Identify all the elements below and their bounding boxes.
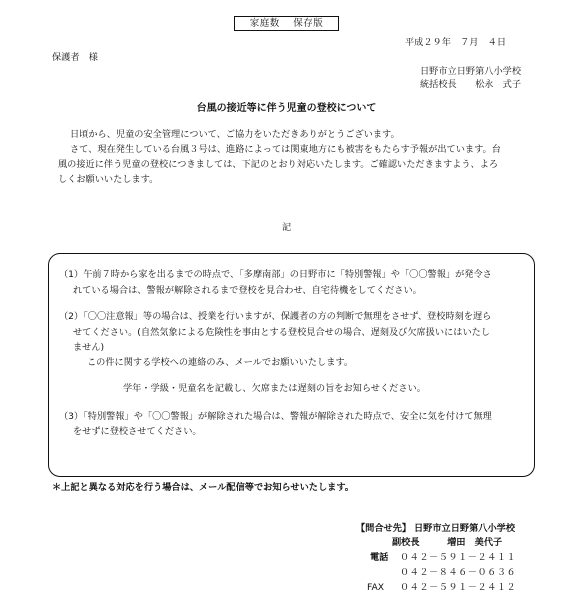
tel-label: 電話: [370, 552, 389, 563]
item-1-line-1: （1）午前７時から家を出るまでの時点で、「多摩南部」の日野市に「特別警報」や「〇〇警報」が発令さ: [59, 269, 492, 280]
issue-date: 平成２９年 ７月 ４日: [405, 37, 507, 48]
item-1-line-2: れている場合は、警報が解除されるまで登校を見合わせ、自宅待機をしてください。: [73, 285, 422, 296]
document-title: 台風の接近等に伴う児童の登校について: [196, 103, 377, 114]
principal-name: 統括校長 松永 式子: [420, 79, 522, 90]
intro-line-3: 風の接近に伴う児童の登校につきましては、下記のとおり対応いたします。ご確認いただきますよう、よろ: [58, 159, 499, 170]
item-2-line-2: せてください。(自然気象による危険性を事由とする登校見合せの場合、遅刻及び欠席扱いにはいたし: [73, 327, 491, 338]
intro-line-2: さて、現在発生している台風３号は、進路によっては関東地方にも被害をもたらす予報が出ています。台: [70, 144, 501, 155]
tel-number-2: ０４２－８４６－０６３６: [400, 567, 517, 578]
contact-school: 日野市立日野第八小学校: [414, 523, 516, 534]
item-2-line-3: ません): [73, 342, 105, 353]
fax-label: FAX: [367, 582, 385, 593]
procedures-box: [48, 253, 535, 477]
item-3-line-2: をせずに登校させてください。: [73, 426, 202, 437]
school-name: 日野市立日野第八小学校: [420, 66, 522, 77]
ki-heading: 記: [282, 222, 292, 233]
item-2-info-note: 学年・学級・児童名を記載し、欠席または遅刻の旨をお知らせください。: [123, 383, 426, 394]
intro-line-1: 日頃から、児童の安全管理について、ご協力をいただきありがとうございます。: [70, 129, 400, 140]
retention-stamp: 家庭数 保存版: [234, 16, 339, 31]
intro-line-4: しくお願いいたします。: [58, 174, 159, 185]
fax-number: ０４２－５９１－２４１２: [400, 582, 517, 593]
footnote: ＊上記と異なる対応を行う場合は、メール配信等でお知らせいたします。: [52, 482, 354, 493]
contact-label: 【問合せ先】: [356, 523, 412, 534]
vice-principal: 副校長 増田 美代子: [392, 537, 503, 548]
item-2-line-1: （2）「〇〇注意報」等の場合は、授業を行いますが、保護者の方の判断で無理をさせず、登校時刻を遅ら: [59, 311, 492, 322]
item-2-contact-note: この件に関する学校への連絡のみ、メールでお願いいたします。: [87, 357, 354, 368]
item-3-line-1: （3）「特別警報」や「〇〇警報」が解除された場合は、警報が解除された時点で、安全に気を付けて無理: [59, 411, 492, 422]
tel-number-1: ０４２－５９１－２４１１: [400, 552, 517, 563]
recipient: 保護者 様: [52, 52, 98, 63]
